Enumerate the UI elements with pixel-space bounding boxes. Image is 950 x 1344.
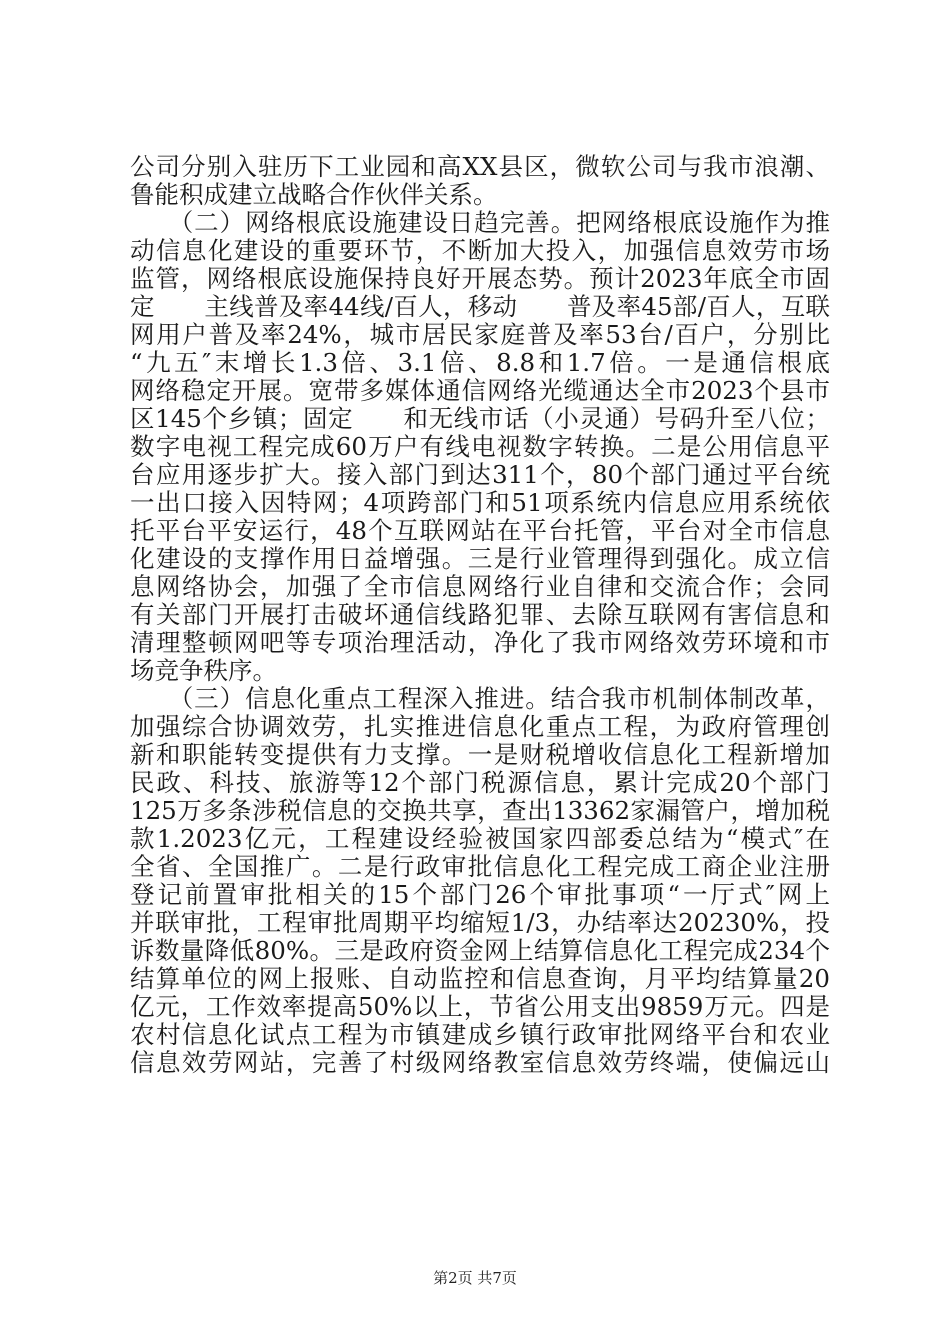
text-line: 公司分别入驻历下工业园和高XX县区，微软公司与我市浪潮、 — [130, 152, 830, 181]
body-text — [130, 153, 830, 1077]
text-line: 加强综合协调效劳，扎实推进信息化重点工程，为政府管理创 — [130, 712, 830, 741]
text-line: 动信息化建设的重要环节，不断加大投入，加强信息效劳市场 — [130, 236, 830, 265]
text-line: 并联审批，工程审批周期平均缩短1/3，办结率达20230%，投 — [130, 908, 830, 937]
text-line: 网络稳定开展。宽带多媒体通信网络光缆通达全市2023个县市 — [130, 376, 830, 405]
text-line: 场竞争秩序。 — [130, 656, 277, 685]
text-line: 化建设的支撑作用日益增强。三是行业管理得到强化。成立信 — [130, 544, 830, 573]
text-line: 清理整顿网吧等专项治理活动，净化了我市网络效劳环境和市 — [130, 628, 830, 657]
text-line: （三）信息化重点工程深入推进。结合我市机制体制改革， — [130, 684, 830, 713]
text-line: 托平台平安运行，48个互联网站在平台托管，平台对全市信息 — [130, 516, 830, 545]
text-line: 数字电视工程完成60万户有线电视数字转换。二是公用信息平 — [130, 432, 830, 461]
text-line: 结算单位的网上报账、自动监控和信息查询，月平均结算量20 — [130, 964, 830, 993]
text-line: 全省、全国推广。二是行政审批信息化工程完成工商企业注册 — [130, 852, 830, 881]
text-line: 款1.2023亿元，工程建设经验被国家四部委总结为“模式″在 — [130, 824, 830, 853]
text-line: 台应用逐步扩大。接入部门到达311个，80个部门通过平台统 — [130, 460, 830, 489]
text-line: “九五″末增长1.3倍、3.1倍、8.8和1.7倍。一是通信根底 — [130, 348, 830, 377]
text-line: 登记前置审批相关的15个部门26个审批事项“一厅式″网上 — [130, 880, 830, 909]
text-line: 一出口接入因特网；4项跨部门和51项系统内信息应用系统依 — [130, 488, 830, 517]
text-line: 有关部门开展打击破坏通信线路犯罪、去除互联网有害信息和 — [130, 600, 830, 629]
text-line: 125万多条涉税信息的交换共享，查出13362家漏管户，增加税 — [130, 796, 830, 825]
text-line: 亿元，工作效率提高50%以上，节省公用支出9859万元。四是 — [130, 992, 830, 1021]
text-line: 新和职能转变提供有力支撑。一是财税增收信息化工程新增加 — [130, 740, 830, 769]
text-line: 鲁能积成建立战略合作伙伴关系。 — [130, 180, 498, 209]
text-line: 网用户普及率24%，城市居民家庭普及率53台/百户，分别比 — [130, 320, 830, 349]
text-line: 民政、科技、旅游等12个部门税源信息，累计完成20个部门 — [130, 768, 830, 797]
text-line: 定 主线普及率44线/百人，移动 普及率45部/百人，互联 — [130, 292, 830, 321]
text-line: 信息效劳网站，完善了村级网络教室信息效劳终端，使偏远山 — [130, 1048, 830, 1077]
text-line: （二）网络根底设施建设日趋完善。把网络根底设施作为推 — [130, 208, 830, 237]
page-number-footer: 第2页 共7页 — [433, 1269, 517, 1287]
text-line: 监管，网络根底设施保持良好开展态势。预计2023年底全市固 — [130, 264, 830, 293]
text-line: 息网络协会，加强了全市信息网络行业自律和交流合作；会同 — [130, 572, 830, 601]
text-line: 区145个乡镇；固定 和无线市话（小灵通）号码升至八位； — [130, 404, 830, 433]
text-line: 诉数量降低80%。三是政府资金网上结算信息化工程完成234个 — [130, 936, 830, 965]
text-line: 农村信息化试点工程为市镇建成乡镇行政审批网络平台和农业 — [130, 1020, 830, 1049]
